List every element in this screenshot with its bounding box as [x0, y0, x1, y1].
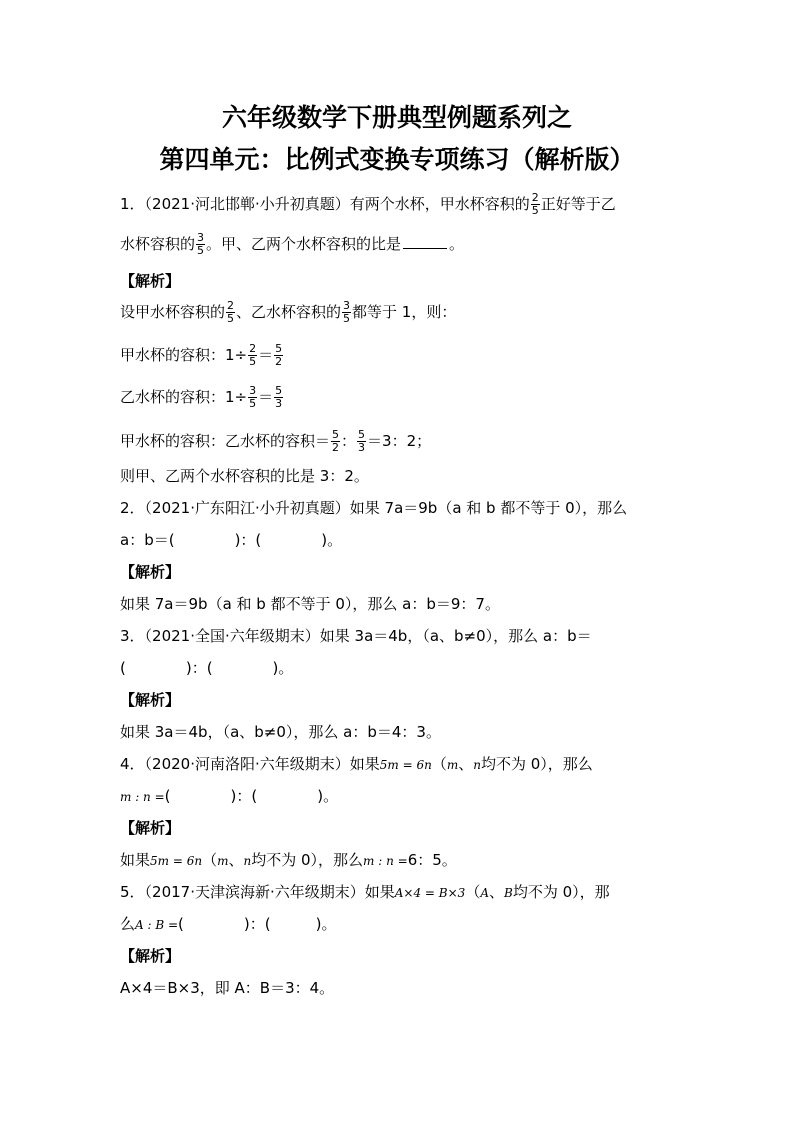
q5-equation: A×4 = B×3: [394, 886, 466, 900]
q1-analysis-label: 【解析】: [120, 272, 181, 290]
q2-line-1: 2．（2021·广东阳江·小升初真题）如果 7a＝9b（a 和 b 都不等于 0），那么: [120, 499, 628, 517]
q4-equation: 5m = 6n: [379, 758, 432, 772]
q5-solution: A×4＝B×3，即 A：B＝3：4。: [120, 979, 335, 997]
q1-solution-4: 甲水杯的容积：乙水杯的容积＝ $\frac{5}{2}$ ： $\frac{5}{3}$ ＝3：2；: [120, 428, 432, 454]
q5-line-2: 么A : B =( )：( )。: [120, 915, 337, 933]
q4-line-2: m : n =( )：( )。: [120, 787, 339, 805]
q1-line-1: 1．（2021·河北邯郸·小升初真题）有两个水杯，甲水杯容积的 $\frac{2}{5}$ 正好等于乙: [120, 191, 616, 217]
q1-fraction-b: $\frac{3}{5}$: [197, 231, 205, 257]
q4-line-1: 4．（2020·河南洛阳·六年级期末）如果5m = 6n（m、n均不为 0），那么: [120, 755, 593, 773]
q3-solution: 如果 3a＝4b，（a、b≠0），那么 a：b＝4：3。: [120, 723, 441, 741]
q1-solution-1: 设甲水杯容积的 $\frac{2}{5}$ 、乙水杯容积的 $\frac{3}{5}$ 都等于 1，则：: [120, 299, 457, 325]
answer-blank: [403, 234, 447, 249]
title-line-1: 六年级数学下册典型例题系列之: [221, 103, 572, 132]
q3-line-1: 3．（2021·全国·六年级期末）如果 3a＝4b，（a、b≠0），那么 a：b＝: [120, 627, 592, 645]
q3-analysis-label: 【解析】: [120, 691, 181, 709]
q1-text: 1．（2021·河北邯郸·小升初真题）有两个水杯，甲水杯容积的: [120, 195, 530, 213]
q5-analysis-label: 【解析】: [120, 947, 181, 965]
q2-line-2: a：b＝( )：( )。: [120, 531, 343, 549]
q1-fraction-a: $\frac{2}{5}$: [531, 191, 539, 217]
q1-solution-5: 则甲、乙两个水杯容积的比是 3：2。: [120, 467, 369, 485]
q4-analysis-label: 【解析】: [120, 819, 181, 837]
q4-solution: 如果5m = 6n（m、n均不为 0），那么m : n =6：5。: [120, 851, 457, 869]
q2-solution: 如果 7a＝9b（a 和 b 都不等于 0），那么 a：b＝9：7。: [120, 595, 500, 613]
q2-analysis-label: 【解析】: [120, 563, 181, 581]
q1-line-2: 水杯容积的 $\frac{3}{5}$ 。甲、乙两个水杯容积的比是 。: [120, 231, 465, 257]
q1-solution-2: 甲水杯的容积：1÷ $\frac{2}{5}$ ＝ $\frac{5}{2}$: [120, 342, 283, 368]
q3-line-2: ( )：( )。: [120, 659, 294, 677]
q1-solution-3: 乙水杯的容积：1÷ $\frac{3}{5}$ ＝ $\frac{5}{3}$: [120, 384, 283, 410]
q5-line-1: 5．（2017·天津滨海新·六年级期末）如果A×4 = B×3（A、B均不为 0），那: [120, 883, 610, 901]
title-line-2: 第四单元：比例式变换专项练习（解析版）: [159, 145, 635, 174]
